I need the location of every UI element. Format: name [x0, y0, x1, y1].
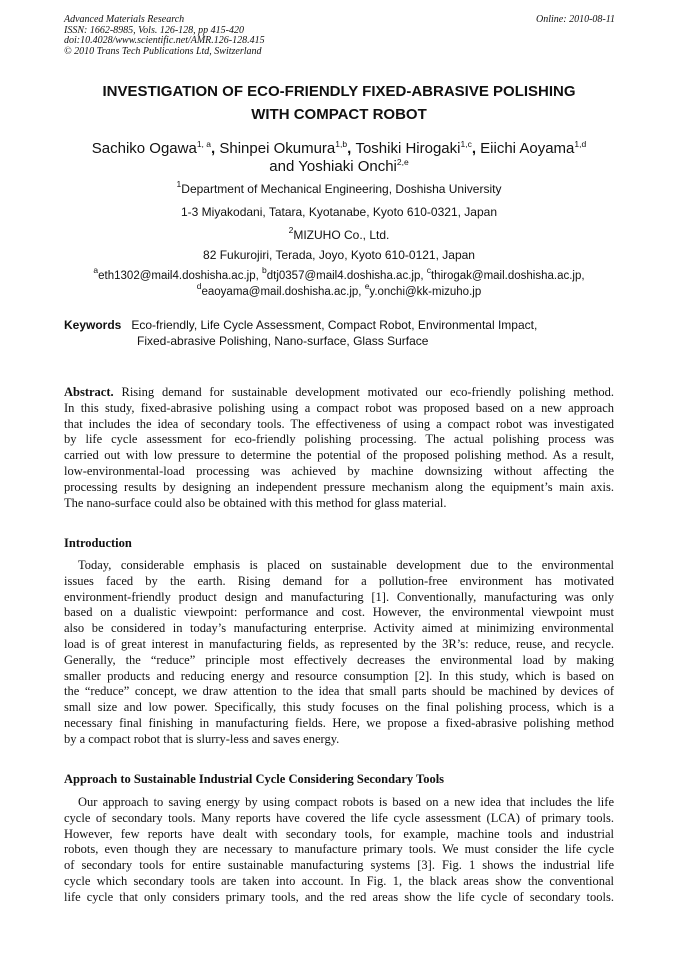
paper-title-line-1: INVESTIGATION OF ECO-FRIENDLY FIXED-ABRASIVE POLISHING	[102, 83, 576, 100]
author-name: Toshiki Hirogaki	[355, 140, 461, 157]
affiliation-2-name: $^2$MIZUHO Co., Ltd.	[288, 225, 390, 242]
author-and: and	[269, 158, 295, 175]
abstract-line: The nano-surface could also be obtained with this method for glass material.	[64, 495, 447, 510]
introduction-line: by a compact robot that is slurry-less and saves energy.	[64, 731, 340, 746]
approach-paragraph	[64, 795, 614, 906]
abstract-line: processing results by designing an independent pressure mechanism along the equipment’s main axis.	[64, 479, 614, 494]
keywords-label: Keywords	[64, 318, 122, 332]
abstract-line: by life cycle assessment for eco-friendly polishing processing. The actual polishing process was	[64, 432, 614, 447]
keywords-block	[64, 318, 614, 349]
approach-line: cycle which secondary tools are taken into account. In Fig. 1, the black areas show the conventional	[64, 873, 614, 888]
abstract-label: Abstract.	[64, 385, 114, 399]
email-address[interactable]: dtj0357@mail4.doshisha.ac.jp	[266, 270, 421, 282]
abstract-line: carried out with low pressure to determine the potential of the proposed polishing method. As a result,	[64, 448, 614, 463]
introduction-line: based on a dualistic viewpoint: performance and cost. However, the environmental viewpoint must	[64, 605, 614, 620]
introduction-line: small size and low power. Specifically, this study focuses on the final polishing process, which is a	[64, 700, 614, 715]
approach-line: robots, even though they are necessary to manufacture primary tools. We must consider the life cycle	[64, 842, 614, 857]
author-list-line-2	[40, 158, 638, 175]
abstract-line: In this study, fixed-abrasive polishing using a compact robot was proposed based on a new approach	[64, 400, 614, 415]
introduction-line: Today, considerable emphasis is placed on sustainable development due to the environmental	[78, 558, 614, 572]
author-sup: 1,d	[574, 139, 587, 149]
approach-line: cycle of secondary tools. Many reports have covered the life cycle assessment (LCA) of primary tools.	[64, 810, 614, 825]
email-address[interactable]: eth1302@mail4.doshisha.ac.jp	[98, 270, 256, 282]
author-sup: 1,c	[460, 139, 472, 149]
introduction-paragraph	[64, 558, 614, 748]
copyright-line: © 2010 Trans Tech Publications Ltd, Switzerland	[64, 45, 262, 57]
affiliation-2-address: 82 Fukurojiri, Terada, Joyo, Kyoto 610-0121, Japan	[203, 248, 475, 262]
introduction-line: also be considered in today’s manufacturing enterprise. Activity aimed at minimizing environmental	[64, 621, 614, 636]
author-sup: 1, a	[196, 139, 212, 149]
abstract-line: that includes the idea of secondary tools. The effectiveness of using a compact robot was investigated	[64, 416, 614, 431]
email-address[interactable]: y.onchi@kk-mizuho.jp	[369, 286, 482, 298]
journal-meta	[64, 15, 265, 57]
author-name: Yoshiaki Onchi	[298, 158, 397, 175]
author-sup: 2,e	[396, 157, 409, 167]
affiliation-1-address: 1-3 Miyakodani, Tatara, Kyotanabe, Kyoto 610-0321, Japan	[181, 205, 497, 219]
abstract-line: Abstract. Rising demand for sustainable development motivated our eco-friendly polishing method.	[64, 385, 614, 399]
online-date: Online: 2010-08-11	[536, 14, 615, 25]
author-name: Sachiko Ogawa	[91, 140, 197, 157]
abstract-paragraph	[64, 385, 614, 511]
keywords-line-2: Fixed-abrasive Polishing, Nano-surface, Glass Surface	[137, 333, 429, 348]
abstract-line: low-environmental-load processing was achieved by machine downsizing without affecting the	[64, 463, 614, 478]
doi-line: doi:10.4028/www.scientific.net/AMR.126-128.415	[64, 35, 265, 46]
approach-heading: Approach to Sustainable Industrial Cycle Considering Secondary Tools	[64, 772, 445, 786]
email-address[interactable]: thirogak@mail.doshisha.ac.jp	[430, 270, 582, 282]
introduction-line: Generally, the “reduce” principle most effectively decreases the environmental load by making	[64, 652, 614, 667]
keywords-line-1: Eco-friendly, Life Cycle Assessment, Compact Robot, Environmental Impact,	[131, 318, 538, 332]
email-list-line-2: $^d$eaoyama@mail.doshisha.ac.jp, $^e$y.onchi@kk-mizuho.jp	[196, 281, 482, 298]
introduction-line: the “reduce” concept, we draw attention to the idea that small parts should be machined by devices of	[64, 684, 614, 699]
approach-line: life cycle that only considers primary tools, and the red areas show the life cycle of secondary tools.	[64, 889, 614, 904]
approach-line: of secondary tools for entire sustainable manufacturing systems [3]. Fig. 1 shows the industrial life	[64, 858, 614, 873]
introduction-line: environment-friendly product design and manufacturing [1]. Conventionally, manufacturing was only	[64, 589, 614, 604]
author-sup: 1,b	[335, 139, 348, 149]
journal-name: Advanced Materials Research	[64, 14, 185, 25]
affiliation-1-name: $^1$Department of Mechanical Engineering, Doshisha University	[176, 179, 502, 196]
author-name: Shinpei Okumura	[219, 140, 336, 157]
paper-title-line-2: WITH COMPACT ROBOT	[251, 106, 427, 123]
approach-line: However, few reports have dealt with secondary tools, for example, machine tools and industrial	[64, 826, 614, 841]
author-list: Sachiko Ogawa$^{1, a}$, Shinpei Okumura$^{1,b}$, Toshiki Hirogaki$^{1,c}$, Eiichi Aoyama$^{1,d}$	[91, 139, 587, 157]
email-list: $^a$eth1302@mail4.doshisha.ac.jp, $^b$dtj0357@mail4.doshisha.ac.jp, $^c$thirogak@mail.doshisha.ac.jp,	[93, 265, 585, 282]
introduction-line: issues faced by the earth. Rising demand for a pollution-free environment has motivated	[64, 573, 614, 588]
introduction-line: necessary final finishing in manufacturing fields. Here, we propose a fixed-abrasive polishing method	[64, 715, 614, 730]
email-address[interactable]: eaoyama@mail.doshisha.ac.jp	[201, 286, 359, 298]
issn-line: ISSN: 1662-8985, Vols. 126-128, pp 415-420	[64, 24, 244, 36]
introduction-line: load is of great interest in manufacturing fields, as represented by the 3R’s: reduce, reuse, and recycle.	[64, 636, 614, 651]
approach-line: Our approach to saving energy by using compact robots is based on a new idea that includes the life	[78, 795, 614, 809]
author-name: Eiichi Aoyama	[480, 140, 575, 157]
introduction-line: smaller products and reducing energy and resource consumption [2]. In this study, which is based on	[64, 668, 614, 683]
introduction-heading: Introduction	[64, 536, 132, 550]
